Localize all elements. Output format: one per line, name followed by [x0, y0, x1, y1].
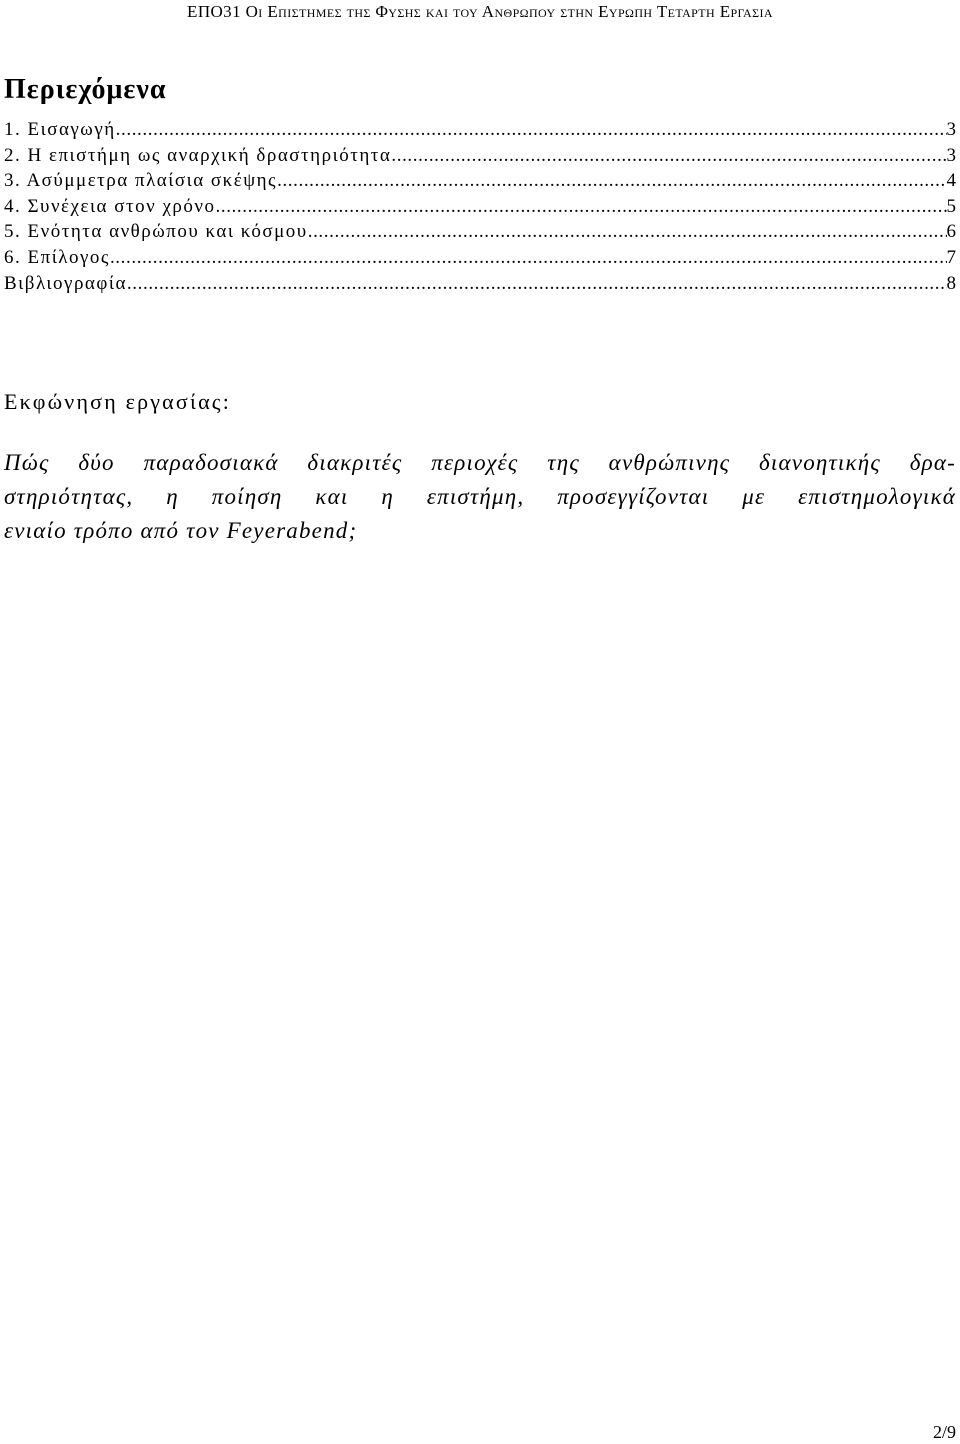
- page-number: 2/9: [932, 1422, 956, 1442]
- toc-entry-page: 8: [946, 272, 956, 294]
- toc-entry-introduction[interactable]: [4, 117, 956, 143]
- toc-entry-label: 2. Η επιστήμη ως αναρχική δραστηριότητα: [4, 144, 392, 166]
- toc-entry-page: 5: [946, 195, 956, 217]
- toc-entry-label: 5. Ενότητα ανθρώπου και κόσμου: [4, 221, 308, 243]
- toc-entry-bibliography[interactable]: [4, 271, 956, 297]
- toc-dot-leader: [127, 271, 947, 297]
- toc-dot-leader: [308, 219, 947, 245]
- assignment-question-line: Πώς δύο παραδοσιακά διακριτές περιοχές της ανθρώπινης διανοητικής δρα-: [4, 450, 956, 475]
- toc-entry-epilogue[interactable]: [4, 245, 956, 271]
- toc-entry-page: 7: [946, 246, 956, 268]
- toc-entry-page: 3: [946, 144, 956, 166]
- toc-dot-leader: [110, 245, 947, 271]
- toc-entry-label: 6. Επίλογος: [4, 246, 110, 268]
- toc-entry-science-anarchic[interactable]: [4, 143, 956, 169]
- assignment-heading: Εκφώνηση εργασίας:: [4, 389, 232, 414]
- running-header: ΕΠΟ31 Οι Επιστημες της Φυσης και του Ανθρωπου στην Ευρωπη Τεταρτη Εργασια: [187, 2, 773, 21]
- toc-entry-label: 4. Συνέχεια στον χρόνο: [4, 195, 216, 217]
- toc-entry-incommensurable-frameworks[interactable]: [4, 168, 956, 194]
- toc-dot-leader: [116, 117, 947, 143]
- toc-entry-label: 1. Εισαγωγή: [4, 119, 116, 140]
- assignment-question-line: ενιαίο τρόπο από τον Feyerabend;: [4, 518, 358, 543]
- toc-entry-continuity-in-time[interactable]: [4, 194, 956, 220]
- toc-title: Περιεχόμενα: [4, 74, 167, 105]
- toc-entry-label: Βιβλιογραφία: [4, 272, 127, 294]
- assignment-question: [4, 446, 956, 548]
- toc-entry-page: 3: [946, 119, 956, 140]
- toc-entry-unity-man-world[interactable]: [4, 219, 956, 245]
- toc-dot-leader: [391, 143, 946, 169]
- toc-entry-page: 6: [946, 221, 956, 243]
- table-of-contents: [4, 117, 956, 296]
- toc-dot-leader: [277, 168, 946, 194]
- toc-dot-leader: [216, 194, 947, 220]
- toc-entry-label: 3. Ασύμμετρα πλαίσια σκέψης: [4, 170, 278, 192]
- toc-entry-page: 4: [946, 170, 956, 192]
- assignment-question-line: στηριότητας, η ποίηση και η επιστήμη, προσεγγίζονται με επιστημολογικά: [4, 484, 956, 509]
